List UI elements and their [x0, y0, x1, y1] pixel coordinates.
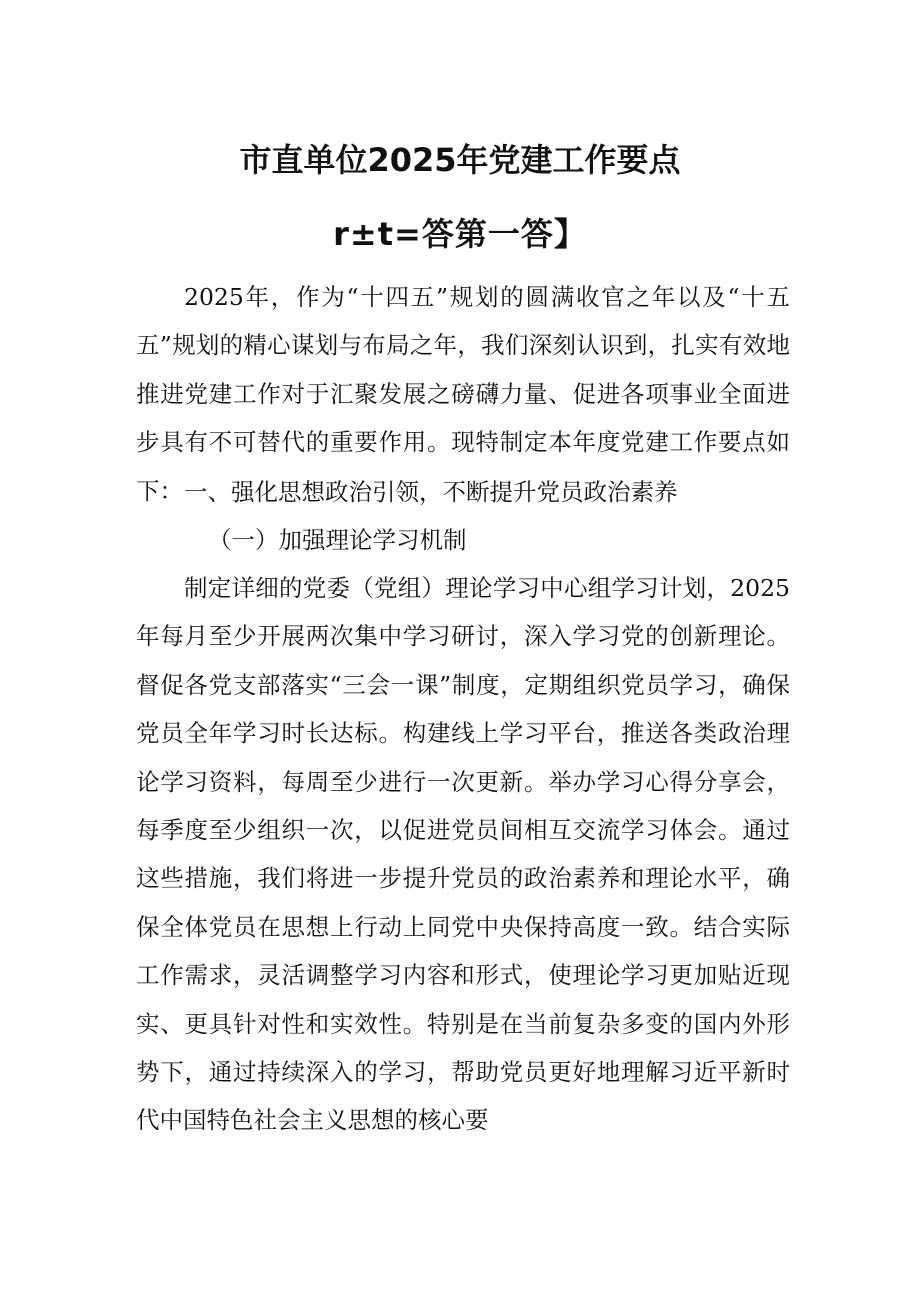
- document-subtitle: r±t=答第一答】: [333, 215, 587, 253]
- intro-paragraph: 2025年，作为“十四五”规划的圆满收官之年以及“十五五”规划的精心谋划与布局之年，我们深刻认识到，扎实有效地推进党建工作对于汇聚发展之磅礴力量、促进各项事业全面进步具有不可替代的重要作用。现特制定本年度党建工作要点如下：: [136, 283, 790, 505]
- section-heading-1: 一、强化思想政治引领，不断提升党员政治素养: [184, 478, 678, 506]
- document-title: 市直单位2025年党建工作要点: [239, 141, 681, 179]
- subsection-heading-1: （一）加强理论学习机制: [208, 526, 467, 554]
- subsection-paragraph-1: 制定详细的党委（党组）理论学习中心组学习计划，2025年每月至少开展两次集中学习研讨，深入学习党的创新理论。督促各党支部落实“三会一课”制度，定期组织党员学习，确保党员全年学习时长达标。构建线上学习平台，推送各类政治理论学习资料，每周至少进行一次更新。举办学习心得分享会，每季度至少组织一次，以促进党员间相互交流学习体会。通过这些措施，我们将进一步提升党员的政治素养和理论水平，确保全体党员在思想上行动上同党中央保持高度一致。结合实际工作需求，灵活调整学习内容和形式，使理论学习更加贴近现实、更具针对性和实效性。特别是在当前复杂多变的国内外形势下，通过持续深入的学习，帮助党员更好地理解习近平新时代中国特色社会主义思想的核心要: [136, 574, 790, 1135]
